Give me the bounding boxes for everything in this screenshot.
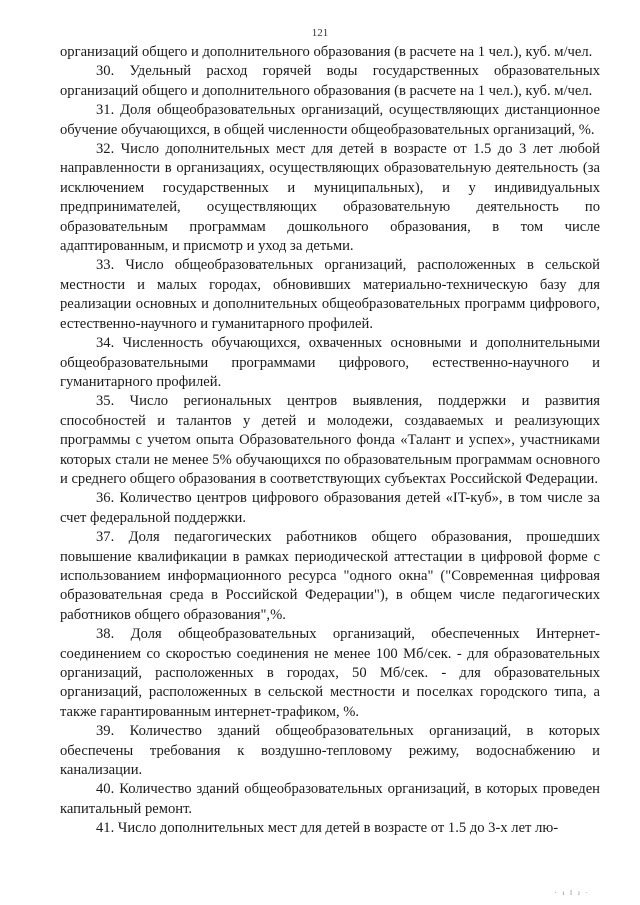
page-number: 121 <box>311 27 329 39</box>
paragraph-item-36: 36. Количество центров цифрового образования детей «IT-куб», в том числе за счет федеральной поддержки. <box>60 490 600 526</box>
paragraph-item-40: 40. Количество зданий общеобразовательных организаций, в которых проведен капитальный ремонт. <box>60 781 600 817</box>
paragraph-item-41: 41. Число дополнительных мест для детей в возрасте от 1.5 до 3-х лет лю- <box>96 820 559 837</box>
paragraph-item-34: 34. Численность обучающихся, охваченных основными и дополнительными общеобразовательными программами цифрового, естественно-научного и гуманитарного профилей. <box>60 335 600 390</box>
document-body <box>60 43 600 839</box>
paragraph-item-37: 37. Доля педагогических работников общего образования, прошедших повышение квалификации в рамках периодической аттестации в цифровой форме с использованием информационного ресурса "одного окна" ("Современная цифровая образовательная среда в Российской Федерации"), в общем числе педагогических работников общего образования",%. <box>60 529 600 623</box>
paragraph-item-33: 33. Число общеобразовательных организаций, расположенных в сельской местности и малых городах, обновивших материально-техническую базу для реализации основных и дополнительных общеобразовательных программ цифрового, естественно-научного и гуманитарного профилей. <box>60 257 600 332</box>
paragraph-continuation: организаций общего и дополнительного образования (в расчете на 1 чел.), куб. м/чел. <box>60 44 593 60</box>
paragraph-item-31: 31. Доля общеобразовательных организаций, осуществляющих дистанционное обучение обучающихся, в общей численности общеобразовательных организаций, %. <box>60 102 600 138</box>
footer-scan-mark: · ı ‖ ı · <box>554 889 590 897</box>
paragraph-item-35: 35. Число региональных центров выявления, поддержки и развития способностей и талантов у детей и молодежи, создаваемых и реализующих программы с учетом опыта Образовательного фонда «Талант и успех», участниками которых стали не менее 5% обучающихся по образовательным программам основного и среднего общего образования в соответствующих субъектах Российской Федерации. <box>60 393 600 487</box>
paragraph-item-38: 38. Доля общеобразовательных организаций, обеспеченных Интернет-соединением со скоростью соединения не менее 100 Мб/сек. - для образовательных организаций, расположенных в городах, 50 Мб/сек. - для образовательных организаций, расположенных в сельской местности и поселках городского типа, а также гарантированным интернет-трафиком, %. <box>60 626 600 720</box>
paragraph-item-30: 30. Удельный расход горячей воды государственных образовательных организаций общего и дополнительного образования (в расчете на 1 чел.), куб. м/чел. <box>60 63 600 99</box>
paragraph-item-39: 39. Количество зданий общеобразовательных организаций, в которых обеспечены требования к воздушно-тепловому режиму, водоснабжению и канализации. <box>60 723 600 779</box>
paragraph-item-32: 32. Число дополнительных мест для детей в возрасте от 1.5 до 3 лет любой направленности в организациях, осуществляющих образовательную деятельность (за исключением государственных и муниципальных), и у индивидуальных предпринимателей, осуществляющих образовательную деятельность по образовательным программам дошкольного образования, в том числе адаптированным, и присмотр и уход за детьми. <box>60 141 600 255</box>
